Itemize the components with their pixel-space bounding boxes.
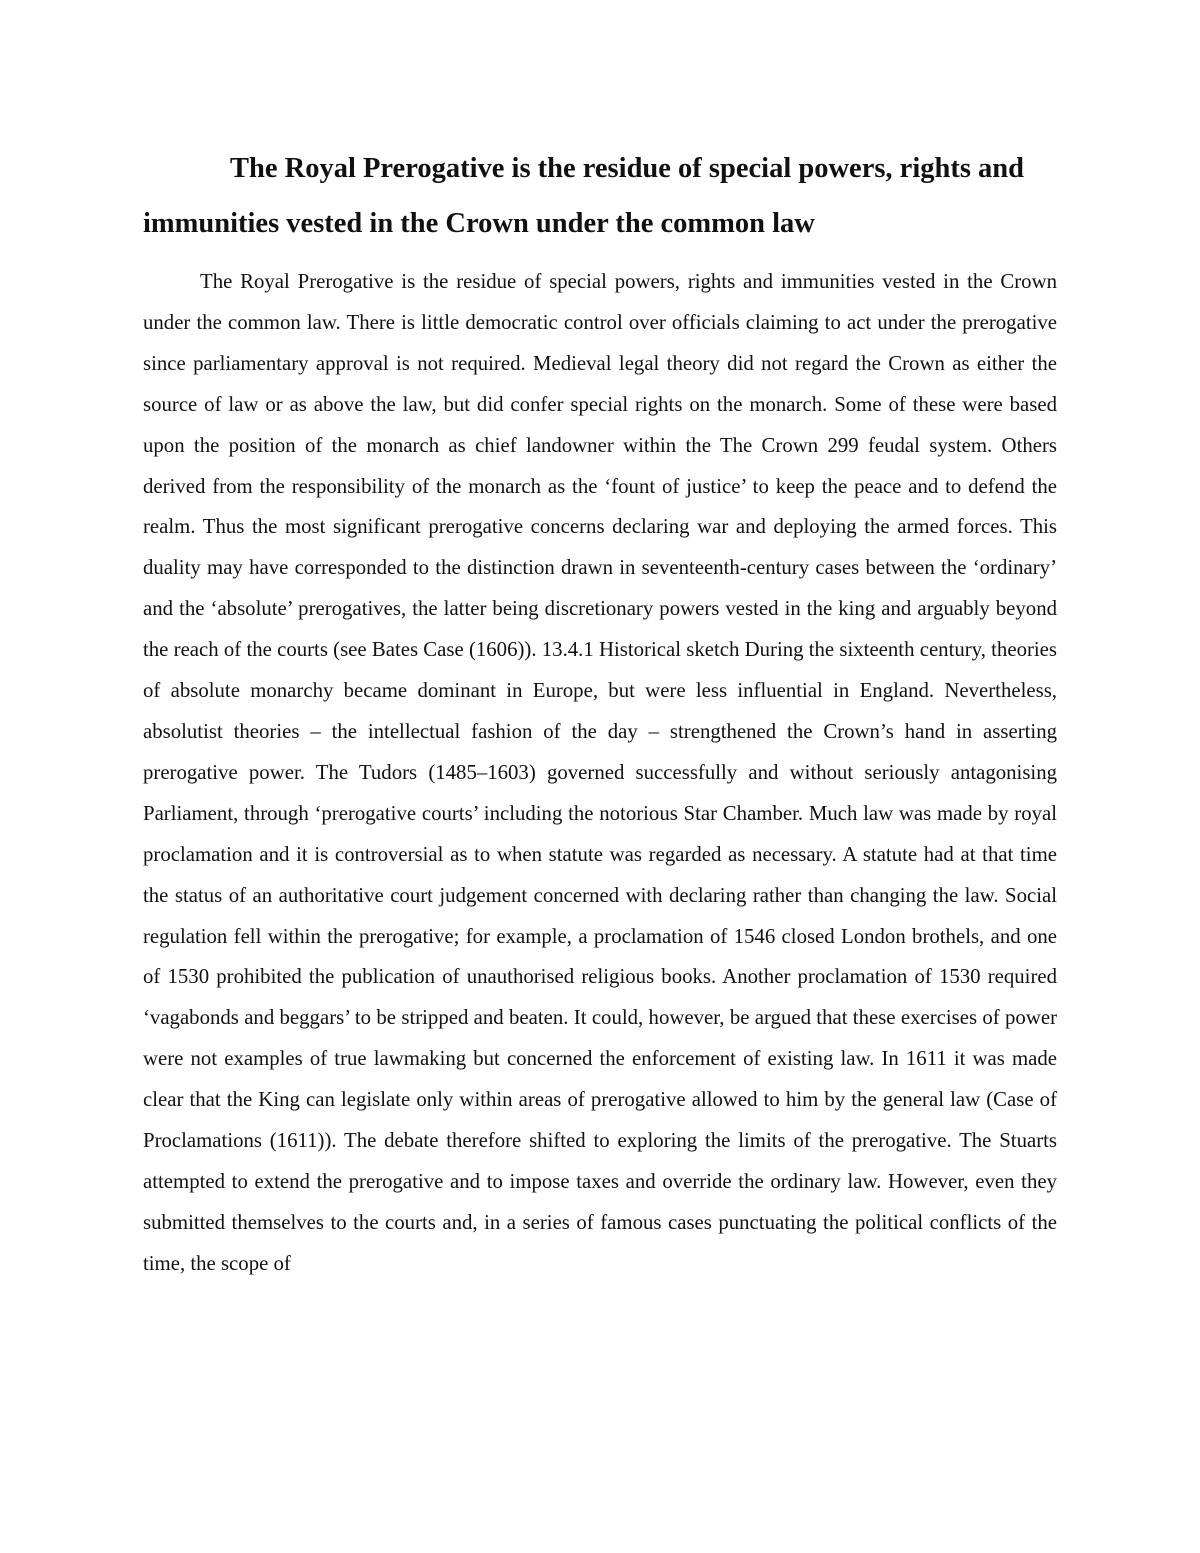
document-title: The Royal Prerogative is the residue of special powers, rights and immunities vested in the Crown under the common law	[143, 153, 1025, 239]
body-paragraph: The Royal Prerogative is the residue of special powers, rights and immunities vested in the Crown under the common law. There is little democratic control over officials claiming to act under the prerogative since parliamentary approval is not required. Medieval legal theory did not regard the Crown as either the source of law or as above the law, but did confer special rights on the monarch. Some of these were based upon the position of the monarch as chief landowner within the The Crown 299 feudal system. Others derived from the responsibility of the monarch as the ‘fount of justice’ to keep the peace and to defend the realm. Thus the most significant prerogative concerns declaring war and deploying the armed forces. This duality may have corresponded to the distinction drawn in seventeenth-century cases between the ‘ordinary’ and the ‘absolute’ prerogatives, the latter being discretionary powers vested in the king and arguably beyond the reach of the courts (see Bates Case (1606)). 13.4.1 Historical sketch During the sixteenth century, theories of absolute monarchy became dominant in Europe, but were less influential in England. Nevertheless, absolutist theories – the intellectual fashion of the day – strengthened the Crown’s hand in asserting prerogative power. The Tudors (1485–1603) governed successfully and without seriously antagonising Parliament, through ‘prerogative courts’ including the notorious Star Chamber. Much law was made by royal proclamation and it is controversial as to when statute was regarded as necessary. A statute had at that time the status of an authoritative court judgement concerned with declaring rather than changing the law. Social regulation fell within the prerogative; for example, a proclamation of 1546 closed London brothels, and one of 1530 prohibited the publication of unauthorised religious books. Another proclamation of 1530 required ‘vagabonds and beggars’ to be stripped and beaten. It could, however, be argued that these exercises of power were not examples of true lawmaking but concerned the enforcement of existing law. In 1611 it was made clear that the King can legislate only within areas of prerogative allowed to him by the general law (Case of Proclamations (1611)). The debate therefore shifted to exploring the limits of the prerogative. The Stuarts attempted to extend the prerogative and to impose taxes and override the ordinary law. However, even they submitted themselves to the courts and, in a series of famous cases punctuating the political conflicts of the time, the scope of	[143, 270, 1057, 1275]
